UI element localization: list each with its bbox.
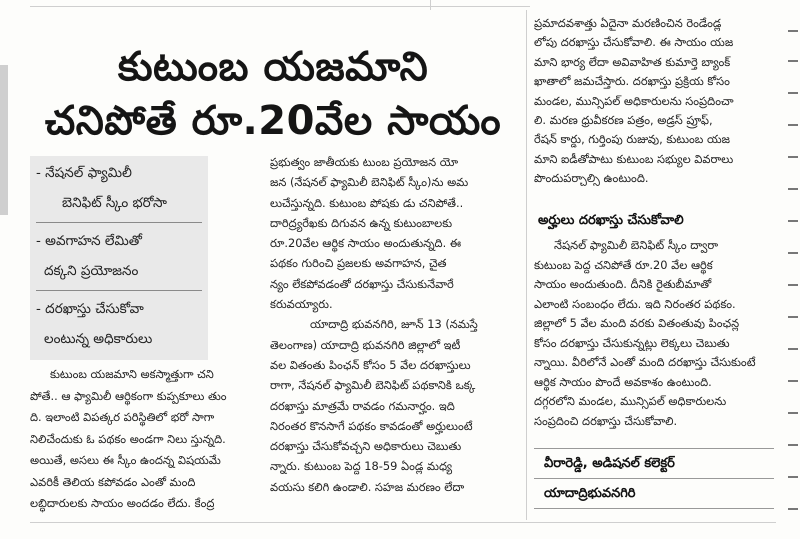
text-line: మాని భార్య లేదా అవివాహిత కుమార్తె బ్యాంక్ — [534, 54, 731, 69]
cutoff-text-mark — [788, 508, 798, 510]
text-line: లబ్ధిదారులకు సాయం అందడం లేదు. కేంద్ర — [30, 496, 215, 510]
text-line: వల వితంతు పింఛన్ కోసం 5 వేల దరఖాస్తులు — [270, 357, 471, 372]
headline-line2: చనిపోతే రూ.20వేల సాయం — [44, 98, 502, 144]
cutoff-text-mark — [788, 412, 798, 414]
text-line: ఎవరికీ తెలియ కపోవడం ఎంతో మంది — [30, 474, 196, 489]
signature-top-rule — [534, 448, 774, 449]
article-column-2 — [270, 152, 520, 497]
cutoff-text-mark — [788, 30, 798, 32]
cutoff-text-mark — [788, 444, 798, 446]
text-line: ఎలాంటి సంబంధం లేదు. ఇది నిరంతర పథకం. — [534, 296, 736, 311]
cutoff-text-mark — [788, 156, 798, 158]
text-line: కుటుంబ యజమాని అకస్మాత్తుగా చని — [50, 367, 214, 381]
highlight-item: - నేషనల్ ఫ్యామిలీ — [36, 165, 132, 181]
highlight-item: దక్కని ప్రయోజనం — [44, 263, 139, 279]
signature-bottom-rule — [534, 508, 774, 509]
text-line: దరఖాస్తు చేసుకోవచ్చని అధికారులు చెబుతు — [270, 439, 462, 454]
highlight-item: లంటున్న అధికారులు — [44, 331, 153, 347]
text-line: లోపు దరఖాస్తు చేసుకోవాలి. ఈ సాయం యజ — [534, 35, 734, 50]
text-line: మాని ఐడీతోపాటు కుటుంబ సభ్యుల వివరాలు — [534, 151, 734, 166]
cutoff-text-mark — [788, 284, 798, 286]
text-line: ఖాతాలో జమచేస్తారు. దరఖాస్తు ప్రక్రియ కోసం — [534, 74, 730, 89]
cutoff-text-mark — [788, 316, 798, 318]
cutoff-text-mark — [788, 60, 798, 62]
text-line: పోతే.. ఆ ఫ్యామిలీ ఆర్థికంగా కుప్పకూలు తుం — [30, 388, 227, 403]
text-line: దగ్గరలోని మండల, మున్సిపల్ అధికారులను — [534, 394, 727, 408]
text-line: కోసం దరఖాస్తు చేసుకున్నట్లు లెక్కలు చెబుతు — [534, 335, 730, 350]
top-border-right — [430, 0, 431, 10]
signature-mid-rule — [534, 478, 774, 479]
text-line: నిలిచేందుకు ఓ పథకం అండగా నిలు స్తున్నది. — [30, 431, 226, 446]
article-column-3-continued — [534, 236, 774, 431]
subheading: అర్హులు దరఖాస్తు చేసుకోవాలి — [538, 213, 684, 228]
cutoff-text-mark — [788, 220, 798, 222]
column-divider — [526, 10, 527, 520]
text-line: ప్రభుత్వం జాతీయకు టుంబ ప్రయోజన యో — [270, 155, 459, 169]
text-line: ఆర్థిక సాయం పొందే అవకాశం ఉంటుంది. — [534, 374, 712, 389]
top-border — [30, 6, 530, 7]
article-column-3 — [534, 14, 774, 189]
text-line: అయితే, అసలు ఈ స్కీం ఉందన్న విషయమే — [30, 453, 221, 467]
highlight-item: - దరఖాస్తు చేసుకోవా — [36, 301, 144, 317]
text-line: లి. మరణ ధ్రువీకరణ పత్రం, అడ్రస్ ప్రూఫ్, — [534, 113, 713, 128]
text-line: న్నాయి. వీరిలోనే ఎంతో మంది దరఖాస్తు చేసుకుంటే — [534, 355, 756, 369]
cutoff-text-mark — [788, 348, 798, 350]
highlights-box — [30, 156, 208, 360]
cutoff-text-mark — [788, 380, 798, 382]
highlight-item: - అవగాహన లేమితో — [36, 233, 142, 249]
bottom-border — [30, 522, 776, 523]
text-line: దరఖాస్తు మాత్రమే రావడం గమనార్హం. ఇది — [270, 398, 455, 413]
text-line: పథకం గురించి ప్రజలకు అవగాహన, చైత — [270, 256, 447, 271]
text-line: న్నారు. కుటుంబ పెద్ద 18-59 ఏండ్ల మధ్య — [270, 459, 453, 474]
text-line: ది. ఇలాంటి విపత్కర పరిస్థితిలో భరో సాగా — [30, 410, 215, 424]
text-line: కుటుంబ పెద్ద చనిపోతే రూ.20 వేల ఆర్థిక — [534, 257, 713, 272]
article-column-1 — [30, 364, 256, 515]
text-line: న్యం లేకపోవడంతో దరఖాస్తు చేసుకునేవారే — [270, 276, 454, 291]
text-line: వయసు కలిగి ఉండాలి. సహజ మరణం లేదా — [270, 479, 465, 494]
left-edge-image — [0, 65, 8, 215]
text-line: సాయం అందుతుంది. దీనికి రైతుబీమాతో — [534, 277, 712, 291]
text-line: కరువయ్యారు. — [270, 297, 333, 312]
cutoff-text-mark — [788, 476, 798, 478]
text-line: జన (నేషనల్ ఫ్యామిలీ బెనిఫిట్ స్కీం)ను అమ — [270, 175, 469, 190]
text-line: పొందుపర్చాల్సి ఉంటుంది. — [534, 171, 649, 186]
cutoff-text-mark — [788, 124, 798, 126]
text-line: తెలంగాణ) యాదాద్రి భువనగిరి జిల్లాలో ఇటీ — [270, 337, 461, 352]
cutoff-text-mark — [788, 188, 798, 190]
text-line: జిల్లాలో 5 వేల మంది వరకు వితంతువు పింఛన్ల — [534, 316, 740, 330]
right-edge-adjacent-column — [782, 0, 800, 539]
highlight-item: బెనిఫిట్ స్కీం భరోసా — [62, 195, 167, 211]
highlight-divider — [36, 222, 202, 223]
highlight-divider — [36, 290, 202, 291]
text-line: రాగా, నేషనల్ ఫ్యామిలీ బెనిఫిట్ పథకానికి ఒక్క — [270, 378, 476, 393]
signature-name: వీరారెడ్డి, అడిషనల్ కలెక్టర్ — [544, 456, 675, 471]
text-line: మండల, మున్సిపల్ అధికారులను సంప్రదించా — [534, 93, 734, 108]
signature-place: యాదాద్రిభువనగిరి — [544, 486, 636, 501]
cutoff-text-mark — [788, 252, 798, 254]
text-line: ప్రమాదవశాత్తు ఏదైనా మరణించిన రెండేండ్ల — [534, 16, 722, 30]
cutoff-text-mark — [788, 92, 798, 94]
text-line: సంప్రదించి దరఖాస్తు చేసుకోవాలి. — [534, 413, 678, 428]
headline-line1: కుటుంబ యజమాని — [117, 44, 429, 90]
text-line: దారిద్ర్యరేఖకు దిగువన ఉన్న కుటుంబాలకు — [270, 215, 453, 230]
text-line: నేషనల్ ఫ్యామిలీ బెనిఫిట్ స్కీం ద్వారా — [554, 238, 719, 252]
text-line: రూ.20వేల ఆర్థిక సాయం అందుతున్నది. ఈ — [270, 236, 462, 251]
text-line: నిరంతర కొనసాగే పథకం కావడంతో అర్హులుంటే — [270, 418, 473, 433]
text-line: లుచేస్తున్నది. కుటుంబ పోషకు డు చనిపోతే.. — [270, 195, 464, 210]
text-line: రేషన్ కార్డు, గుర్తింపు రుజువు, కుటుంబ యజ — [534, 132, 730, 147]
text-line: యాదాద్రి భువనగిరి, జూన్ 13 (నమస్తే — [310, 317, 478, 332]
